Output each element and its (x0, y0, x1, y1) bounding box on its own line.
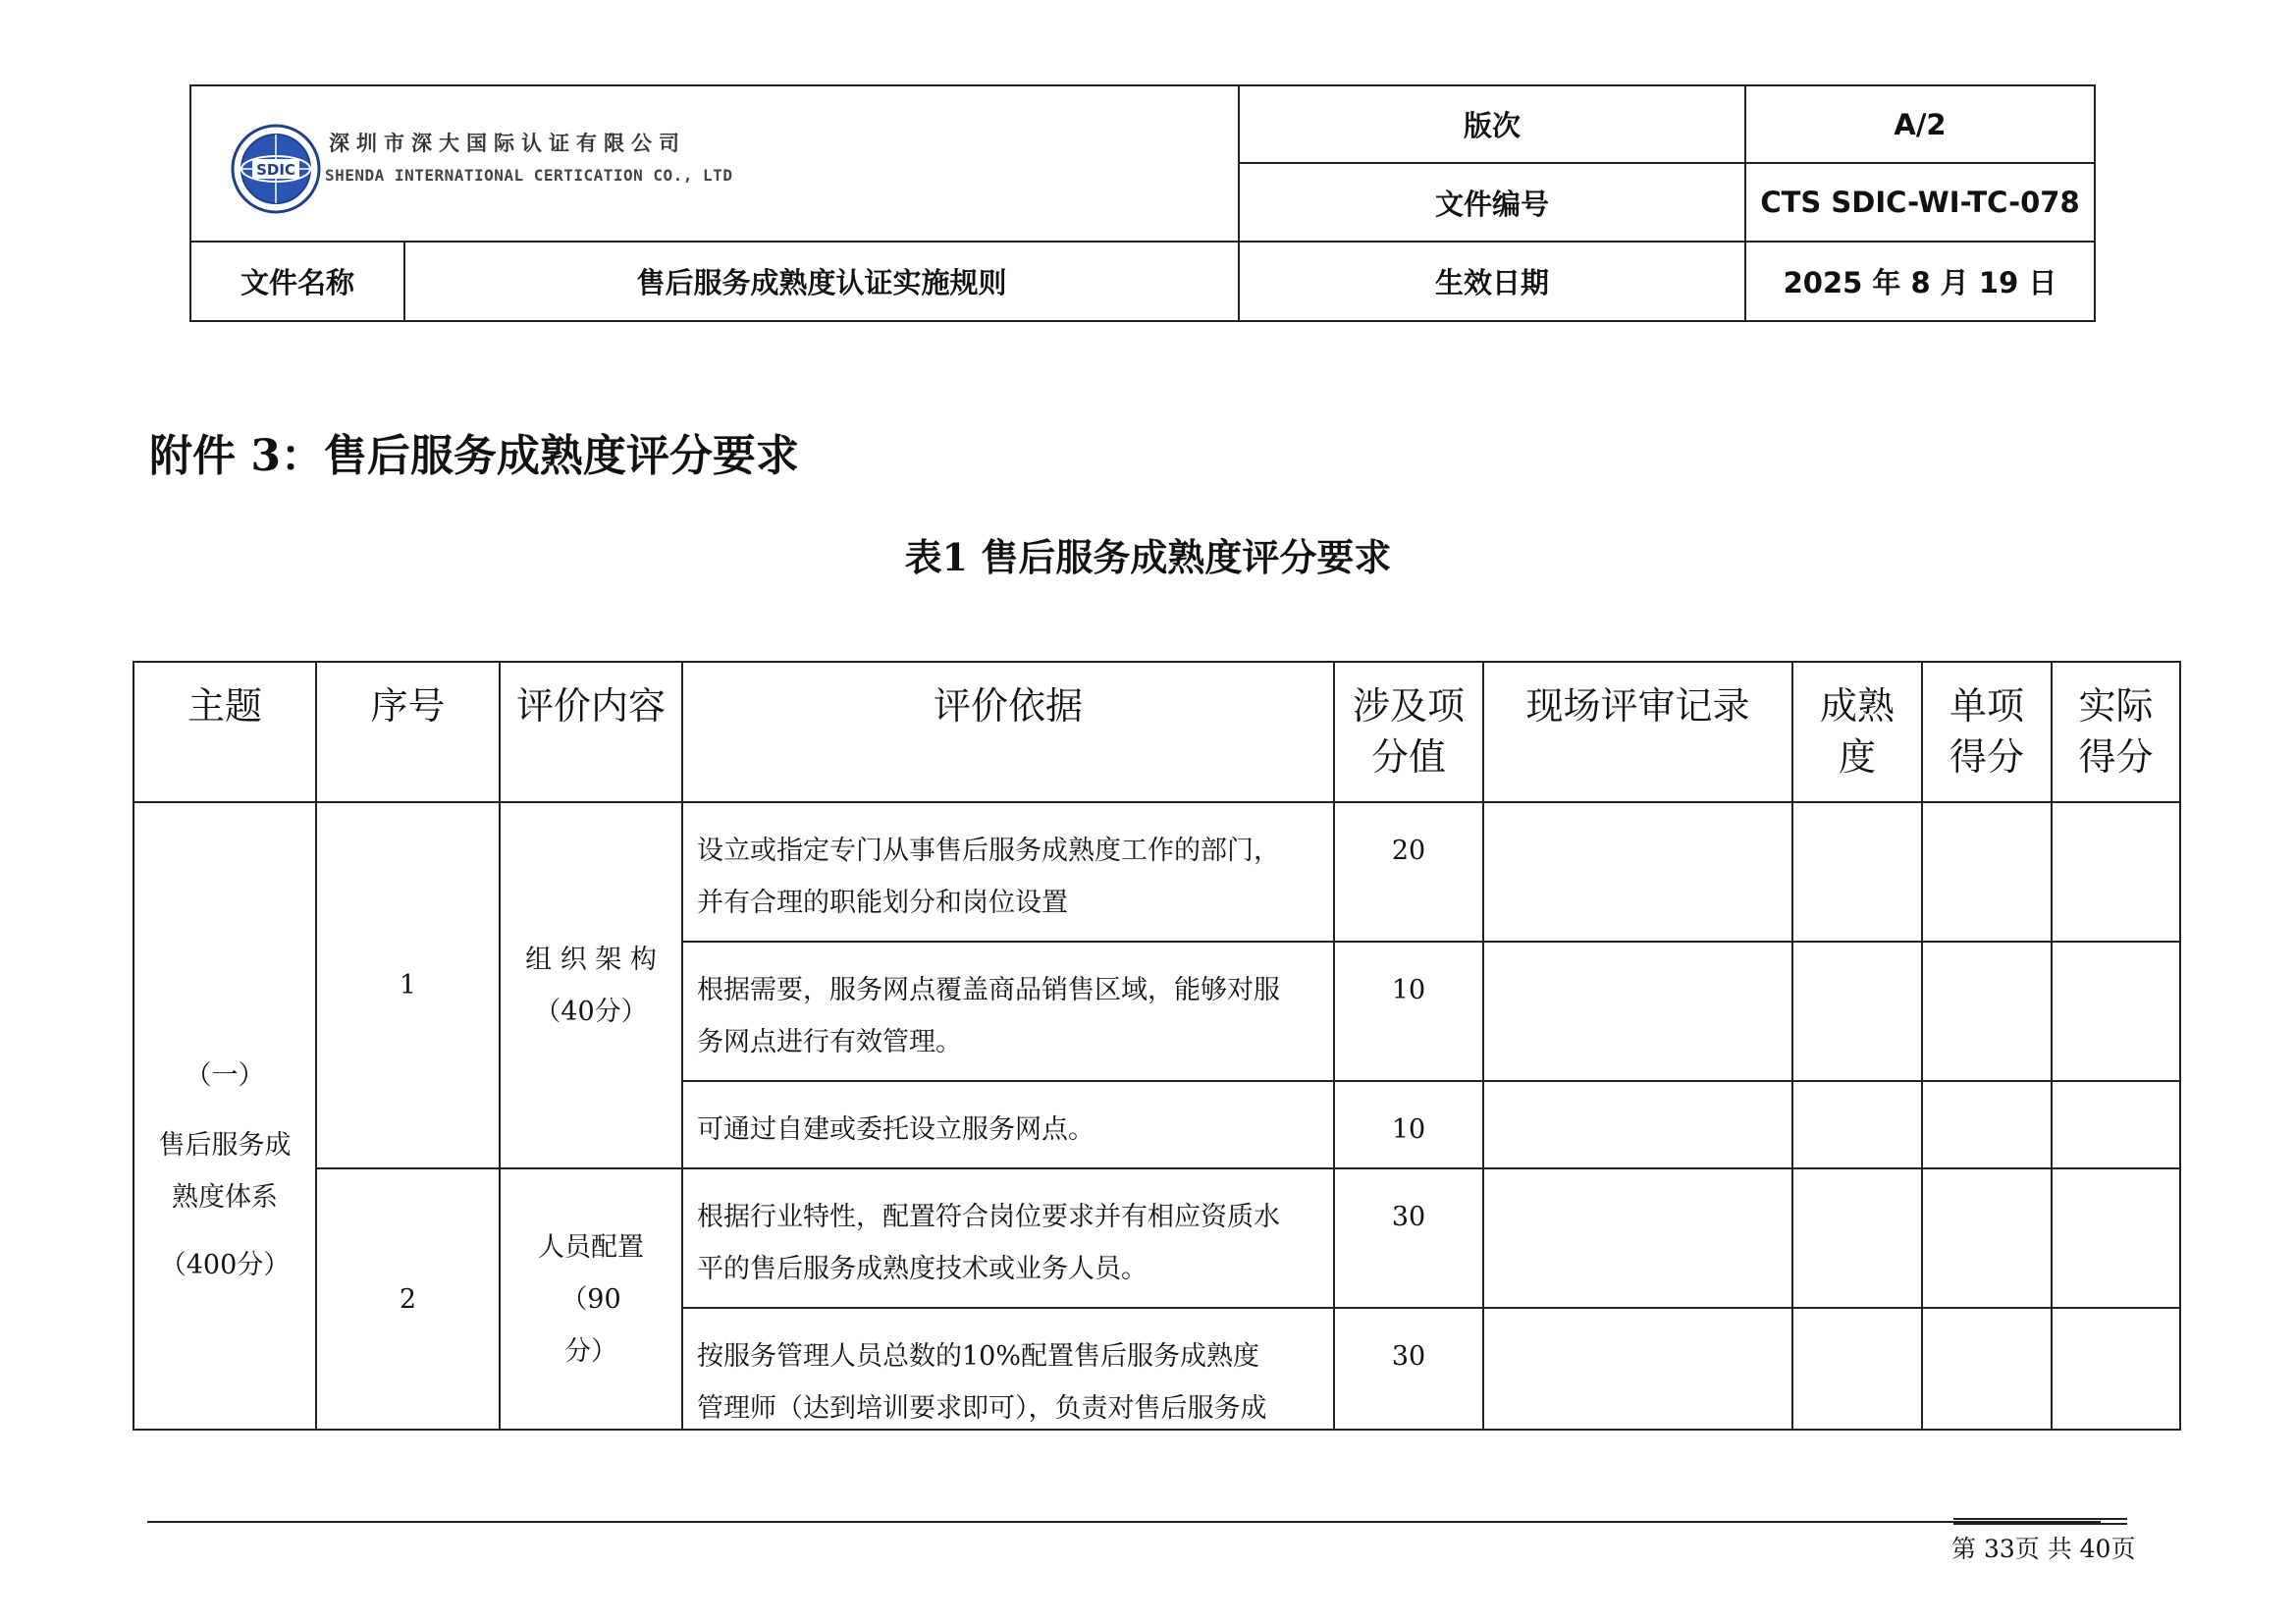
score-cell: 10 (1334, 1081, 1483, 1168)
maturity-cell[interactable] (1792, 1168, 1922, 1308)
footer-divider-upper (1953, 1518, 2127, 1520)
record-cell[interactable] (1483, 1168, 1792, 1308)
col-theme: 主题 (133, 662, 316, 802)
actual-score-cell[interactable] (2052, 1081, 2180, 1168)
record-cell[interactable] (1483, 942, 1792, 1081)
company-name-cn: 深圳市深大国际认证有限公司 (329, 132, 686, 155)
company-name-en: SHENDA INTERNATIONAL CERTICATION CO., LTD (325, 166, 733, 185)
footer-divider (147, 1521, 2101, 1523)
col-basis: 评价依据 (682, 662, 1334, 802)
item-score-cell[interactable] (1922, 942, 2052, 1081)
actual-score-cell[interactable] (2052, 802, 2180, 942)
record-cell[interactable] (1483, 1081, 1792, 1168)
maturity-cell[interactable] (1792, 1081, 1922, 1168)
col-seq: 序号 (316, 662, 500, 802)
record-cell[interactable] (1483, 802, 1792, 942)
item-score-cell[interactable] (1922, 1168, 2052, 1308)
score-cell: 30 (1334, 1168, 1483, 1308)
table-row (133, 1168, 2180, 1308)
basis-cell: 根据行业特性，配置符合岗位要求并有相应资质水 平的售后服务成熟度技术或业务人员。 (682, 1168, 1334, 1308)
sdic-seal-icon (231, 124, 321, 214)
basis-cell: 根据需要，服务网点覆盖商品销售区域，能够对服 务网点进行有效管理。 (682, 942, 1334, 1081)
seq-cell: 1 (316, 802, 500, 1168)
effective-date-label: 生效日期 (1239, 242, 1745, 321)
col-score: 涉及项 分值 (1334, 662, 1483, 802)
col-content: 评价内容 (500, 662, 682, 802)
seq-cell: 2 (316, 1168, 500, 1430)
scoring-table (133, 661, 2181, 1431)
page-number: 第 33页 共 40页 (1951, 1535, 2136, 1563)
item-score-cell[interactable] (1922, 1308, 2052, 1430)
score-cell: 10 (1334, 942, 1483, 1081)
version-label: 版次 (1239, 85, 1745, 163)
col-record: 现场评审记录 (1483, 662, 1792, 802)
basis-cell: 可通过自建或委托设立服务网点。 (682, 1081, 1334, 1168)
item-score-cell[interactable] (1922, 1081, 2052, 1168)
col-maturity: 成熟 度 (1792, 662, 1922, 802)
table-row (133, 802, 2180, 942)
maturity-cell[interactable] (1792, 1308, 1922, 1430)
table-header-row (133, 662, 2180, 802)
effective-date-value: 2025 年 8 月 19 日 (1745, 242, 2095, 321)
table-title: 表1 售后服务成熟度评分要求 (904, 535, 1392, 579)
doc-number-value: CTS SDIC-WI-TC-078 (1745, 163, 2095, 242)
basis-cell: 设立或指定专门从事售后服务成熟度工作的部门， 并有合理的职能划分和岗位设置 (682, 802, 1334, 942)
actual-score-cell[interactable] (2052, 1168, 2180, 1308)
maturity-cell[interactable] (1792, 802, 1922, 942)
company-logo-cell (190, 85, 1239, 242)
maturity-cell[interactable] (1792, 942, 1922, 1081)
actual-score-cell[interactable] (2052, 1308, 2180, 1430)
record-cell[interactable] (1483, 1308, 1792, 1430)
svg-text:SDIC: SDIC (256, 161, 295, 179)
document-header (189, 84, 2096, 322)
version-value: A/2 (1745, 85, 2095, 163)
actual-score-cell[interactable] (2052, 942, 2180, 1081)
file-name-value: 售后服务成熟度认证实施规则 (404, 242, 1239, 321)
col-item-score: 单项 得分 (1922, 662, 2052, 802)
item-score-cell[interactable] (1922, 802, 2052, 942)
score-cell: 20 (1334, 802, 1483, 942)
content-cell: 组 织 架 构 （40分） (500, 802, 682, 1168)
content-cell: 人员配置（90 分） (500, 1168, 682, 1430)
file-name-label: 文件名称 (190, 242, 404, 321)
basis-cell: 按服务管理人员总数的10%配置售后服务成熟度 管理师（达到培训要求即可），负责对售后服务成 (682, 1308, 1334, 1430)
score-cell: 30 (1334, 1308, 1483, 1430)
theme-cell: （一） 售后服务成 熟度体系 （400分） (133, 802, 316, 1430)
attachment-title: 附件 3：售后服务成熟度评分要求 (149, 431, 799, 481)
doc-number-label: 文件编号 (1239, 163, 1745, 242)
col-actual-score: 实际 得分 (2052, 662, 2180, 802)
company-logo (231, 124, 741, 222)
footer-divider-lower (1953, 1523, 2127, 1525)
